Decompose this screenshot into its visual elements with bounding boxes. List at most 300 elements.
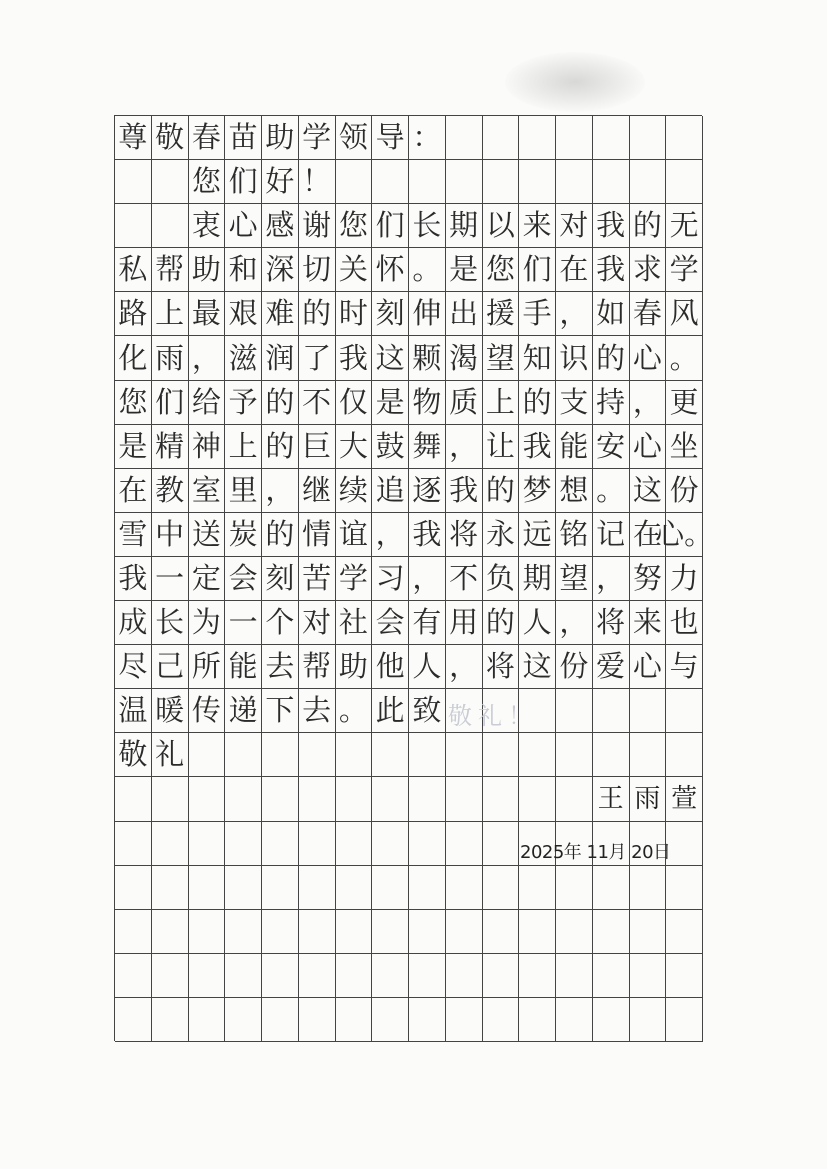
grid-cell [372, 954, 409, 998]
grid-cell: 雨 [630, 777, 667, 821]
grid-cell: 仅 [336, 381, 373, 425]
grid-cell: 能 [556, 425, 593, 469]
grid-cell: 助 [189, 248, 226, 292]
grid-cell: 难 [262, 292, 299, 336]
grid-cell [225, 733, 262, 777]
grid-cell: 的 [483, 601, 520, 645]
grid-cell: 上 [152, 292, 189, 336]
grid-cell [299, 910, 336, 954]
grid-cell: 手 [519, 292, 556, 336]
grid-cell: 递 [225, 689, 262, 733]
grid-cell: 王 [593, 777, 630, 821]
grid-cell: 精 [152, 425, 189, 469]
grid-cell: 将 [593, 601, 630, 645]
writing-grid [114, 115, 714, 1041]
grid-cell: 无 [666, 204, 703, 248]
grid-cell: 帮 [152, 248, 189, 292]
grid-cell: 予 [225, 381, 262, 425]
grid-cell: 谊 [336, 513, 373, 557]
grid-cell [262, 777, 299, 821]
grid-cell [115, 204, 152, 248]
grid-cell [593, 116, 630, 160]
scan-smudge [505, 52, 645, 112]
grid-cell: 化 [115, 336, 152, 380]
grid-cell: 我 [115, 557, 152, 601]
grid-cell [666, 733, 703, 777]
grid-cell [666, 910, 703, 954]
grid-cell: 份 [666, 469, 703, 513]
grid-cell: 物 [409, 381, 446, 425]
grid-cell: 舞 [409, 425, 446, 469]
grid-cell: 质 [446, 381, 483, 425]
grid-cell: 有 [409, 601, 446, 645]
grid-cell [152, 160, 189, 204]
grid-cell: 。 [666, 336, 703, 380]
grid-cell: 与 [666, 645, 703, 689]
grid-cell: 对 [299, 601, 336, 645]
grid-cell [556, 160, 593, 204]
grid-cell: 的 [262, 381, 299, 425]
grid-cell: 所 [189, 645, 226, 689]
grid-cell: 路 [115, 292, 152, 336]
grid-cell [556, 777, 593, 821]
grid-cell [189, 998, 226, 1042]
grid-cell [189, 866, 226, 910]
grid-cell [593, 910, 630, 954]
grid-cell [446, 910, 483, 954]
grid-cell [666, 822, 703, 866]
grid-cell: ， [556, 601, 593, 645]
grid-cell: 我 [409, 513, 446, 557]
grid-cell [152, 204, 189, 248]
grid-cell: 望 [556, 557, 593, 601]
grid-cell [556, 866, 593, 910]
grid-cell: 是 [115, 425, 152, 469]
grid-cell [409, 998, 446, 1042]
grid-cell: 敬 [115, 733, 152, 777]
grid-cell [115, 822, 152, 866]
grid-cell [666, 866, 703, 910]
grid-cell: 在 [115, 469, 152, 513]
grid-cell: 导 [372, 116, 409, 160]
grid-cell: 大 [336, 425, 373, 469]
grid-cell: 这 [372, 336, 409, 380]
grid-cell [262, 954, 299, 998]
grid-cell: 望 [483, 336, 520, 380]
grid-cell [152, 822, 189, 866]
grid-cell: 以 [483, 204, 520, 248]
grid-cell: 是 [372, 381, 409, 425]
grid-cell [593, 689, 630, 733]
grid-cell: 感 [262, 204, 299, 248]
grid-cell [409, 822, 446, 866]
grid-cell [152, 777, 189, 821]
grid-cell [262, 733, 299, 777]
grid-cell [556, 733, 593, 777]
grid-cell: 出 [446, 292, 483, 336]
grid-cell [372, 866, 409, 910]
grid-cell: 萱 [666, 777, 703, 821]
grid-cell [519, 866, 556, 910]
grid-cell: 致 [409, 689, 446, 733]
grid-cell [115, 160, 152, 204]
grid-cell [483, 910, 520, 954]
grid-cell [372, 910, 409, 954]
grid-cell: 伸 [409, 292, 446, 336]
grid-cell: 永 [483, 513, 520, 557]
grid-cell [372, 777, 409, 821]
grid-cell: 不 [299, 381, 336, 425]
grid-cell: 的 [630, 204, 667, 248]
grid-cell: 安 [593, 425, 630, 469]
grid-cell: 一 [152, 557, 189, 601]
grid-cell [409, 777, 446, 821]
grid-cell: 苦 [299, 557, 336, 601]
grid-cell [189, 733, 226, 777]
grid-cell: 会 [372, 601, 409, 645]
grid-cell: ！ [299, 160, 336, 204]
grid-cell: 去 [262, 645, 299, 689]
grid-cell: 。 [593, 469, 630, 513]
grid-cell: ， [189, 336, 226, 380]
grid-cell [225, 910, 262, 954]
grid-cell: 关 [336, 248, 373, 292]
grid-cell [189, 910, 226, 954]
grid-cell: 们 [152, 381, 189, 425]
grid-cell [446, 116, 483, 160]
grid-cell: 心 [630, 645, 667, 689]
grid-cell [336, 910, 373, 954]
grid-cell: 们 [225, 160, 262, 204]
grid-cell: ， [446, 645, 483, 689]
grid-cell [666, 998, 703, 1042]
grid-cell: ： [409, 116, 446, 160]
grid-cell: 更 [666, 381, 703, 425]
grid-cell [666, 160, 703, 204]
grid-cell: 室 [189, 469, 226, 513]
grid-cell: 追 [372, 469, 409, 513]
grid-cell: 心 [630, 336, 667, 380]
grid-cell: 领 [336, 116, 373, 160]
grid-cell: 为 [189, 601, 226, 645]
grid-cell: 好 [262, 160, 299, 204]
grid-cell [630, 998, 667, 1042]
grid-cell: 传 [189, 689, 226, 733]
grid-cell: 识 [556, 336, 593, 380]
grid-cell [556, 910, 593, 954]
grid-cell: 习 [372, 557, 409, 601]
grid-cell: 的 [299, 292, 336, 336]
grid-cell: ， [372, 513, 409, 557]
grid-cell [262, 866, 299, 910]
grid-cell: 想 [556, 469, 593, 513]
grid-cell: 送 [189, 513, 226, 557]
grid-cell: 心 [225, 204, 262, 248]
grid-cell [409, 954, 446, 998]
grid-cell: 温 [115, 689, 152, 733]
grid-cell [556, 998, 593, 1042]
grid-cell: 的 [519, 381, 556, 425]
grid-cell: 和 [225, 248, 262, 292]
grid-cell [336, 954, 373, 998]
grid-cell [336, 866, 373, 910]
grid-cell: 逐 [409, 469, 446, 513]
grid-cell [152, 954, 189, 998]
grid-cell: 我 [593, 204, 630, 248]
grid-cell: 中 [152, 513, 189, 557]
grid-cell: 下 [262, 689, 299, 733]
grid-cell [519, 160, 556, 204]
grid-cell: 求 [630, 248, 667, 292]
grid-cell [409, 866, 446, 910]
grid-cell: ， [262, 469, 299, 513]
grid-cell: 您 [189, 160, 226, 204]
grid-cell [189, 954, 226, 998]
grid-cell: 助 [336, 645, 373, 689]
grid-cell [336, 777, 373, 821]
grid-cell [446, 733, 483, 777]
grid-cell [630, 689, 667, 733]
grid-cell: 会 [225, 557, 262, 601]
grid-cell [225, 822, 262, 866]
grid-cell: 负 [483, 557, 520, 601]
grid-cell [446, 954, 483, 998]
letter-date: 2025年 11月 20日 [520, 842, 671, 863]
grid-cell [115, 866, 152, 910]
grid-cell [299, 733, 336, 777]
grid-cell: 助 [262, 116, 299, 160]
grid-cell: 在 [556, 248, 593, 292]
grid-cell [593, 160, 630, 204]
grid-cell [299, 954, 336, 998]
grid-cell: 此 [372, 689, 409, 733]
grid-cell [556, 116, 593, 160]
grid-cell: 力 [666, 557, 703, 601]
grid-cell: 们 [372, 204, 409, 248]
grid-cell [225, 998, 262, 1042]
grid-cell: 谢 [299, 204, 336, 248]
grid-cell: 艰 [225, 292, 262, 336]
grid-cell: ， [593, 557, 630, 601]
grid-cell [299, 822, 336, 866]
grid-cell: ， [556, 292, 593, 336]
grid-cell: 成 [115, 601, 152, 645]
grid-cell [519, 116, 556, 160]
grid-cell [446, 998, 483, 1042]
grid-cell [630, 733, 667, 777]
grid-cell: 暖 [152, 689, 189, 733]
grid-cell: 渴 [446, 336, 483, 380]
grid-cell [299, 777, 336, 821]
grid-cell [152, 910, 189, 954]
grid-cell [409, 910, 446, 954]
grid-cell: 深 [262, 248, 299, 292]
grid-cell: 学 [299, 116, 336, 160]
grid-cell: 刻 [262, 557, 299, 601]
grid-cell [336, 160, 373, 204]
grid-cell [299, 998, 336, 1042]
grid-cell: 能 [225, 645, 262, 689]
grid-cell [666, 116, 703, 160]
grid-cell: 支 [556, 381, 593, 425]
grid-cell [446, 866, 483, 910]
grid-cell: 您 [115, 381, 152, 425]
grid-cell: 衷 [189, 204, 226, 248]
grid-cell: 在 [630, 513, 667, 557]
grid-cell: 将 [483, 645, 520, 689]
grid-cell: 也 [666, 601, 703, 645]
grid-cell [519, 733, 556, 777]
grid-cell [372, 733, 409, 777]
grid-cell [666, 954, 703, 998]
grid-cell [483, 866, 520, 910]
grid-cell [225, 866, 262, 910]
grid-cell: 远 [519, 513, 556, 557]
grid-cell: 鼓 [372, 425, 409, 469]
grid-cell: 学 [666, 248, 703, 292]
grid-cell: 私 [115, 248, 152, 292]
grid-cell: 风 [666, 292, 703, 336]
grid-cell: 让 [483, 425, 520, 469]
grid-cell: 心 [630, 425, 667, 469]
grid-cell [483, 160, 520, 204]
grid-cell: 您 [336, 204, 373, 248]
grid-cell: 这 [519, 645, 556, 689]
grid-cell: 。 [336, 689, 373, 733]
grid-cell: 切 [299, 248, 336, 292]
grid-cell: 是 [446, 248, 483, 292]
grid-cell: 您 [483, 248, 520, 292]
grid-cell: 。 [409, 248, 446, 292]
grid-cell: 将 [446, 513, 483, 557]
grid-cell: 教 [152, 469, 189, 513]
grid-cell: 他 [372, 645, 409, 689]
grid-cell [630, 954, 667, 998]
grid-cell [593, 866, 630, 910]
grid-cell: 时 [336, 292, 373, 336]
grid-cell: 给 [189, 381, 226, 425]
grid-cell: 续 [336, 469, 373, 513]
grid-cell [483, 822, 520, 866]
grid-cell: 坐 [666, 425, 703, 469]
grid-cell [593, 998, 630, 1042]
grid-cell [152, 866, 189, 910]
grid-cell: 春 [189, 116, 226, 160]
grid-cell [115, 910, 152, 954]
grid-cell: 人 [409, 645, 446, 689]
grid-cell: 敬 [152, 116, 189, 160]
grid-cell [519, 998, 556, 1042]
grid-cell: 期 [446, 204, 483, 248]
grid-cell [666, 689, 703, 733]
grid-cell: 我 [593, 248, 630, 292]
grid-cell: 社 [336, 601, 373, 645]
grid-cell: ， [630, 381, 667, 425]
grid-cell: 帮 [299, 645, 336, 689]
grid-cell: 长 [409, 204, 446, 248]
grid-cell: 知 [519, 336, 556, 380]
grid-cell: 去 [299, 689, 336, 733]
grid-cell [115, 998, 152, 1042]
grid-cell: 颗 [409, 336, 446, 380]
grid-cell [336, 998, 373, 1042]
grid-cell [593, 733, 630, 777]
grid-cell [372, 160, 409, 204]
grid-cell [519, 954, 556, 998]
grid-cell: 了 [299, 336, 336, 380]
grid-cell: 对 [556, 204, 593, 248]
grid-cell: 我 [336, 336, 373, 380]
grid-cell: 们 [519, 248, 556, 292]
grid-cell: 滋 [225, 336, 262, 380]
grid-cell [372, 998, 409, 1042]
grid-cell: 份 [556, 645, 593, 689]
grid-cell: ， [409, 557, 446, 601]
grid-cell [115, 777, 152, 821]
grid-cell [483, 777, 520, 821]
grid-cell: 神 [189, 425, 226, 469]
grid-cell: 人 [519, 601, 556, 645]
grid-cell: 春 [630, 292, 667, 336]
grid-cell [262, 822, 299, 866]
grid-cell: 记 [593, 513, 630, 557]
grid-cell [336, 733, 373, 777]
grid-cell: 继 [299, 469, 336, 513]
grid-cell: 定 [189, 557, 226, 601]
grid-cell: 来 [519, 204, 556, 248]
grid-cell [483, 116, 520, 160]
grid-cell: 我 [519, 425, 556, 469]
grid-cell: 这 [630, 469, 667, 513]
grid-cell [372, 822, 409, 866]
grid-cell: 个 [262, 601, 299, 645]
grid-cell: 心。 [666, 513, 703, 557]
grid-cell [593, 954, 630, 998]
grid-cell: 上 [483, 381, 520, 425]
grid-cell [262, 910, 299, 954]
grid-cell [409, 160, 446, 204]
grid-cell: 上 [225, 425, 262, 469]
grid-cell: 长 [152, 601, 189, 645]
grid-cell: 刻 [372, 292, 409, 336]
faint-erased-text: 敬礼！ [448, 702, 538, 730]
grid-cell [630, 910, 667, 954]
grid-cell [115, 954, 152, 998]
grid-cell: 苗 [225, 116, 262, 160]
grid-cell [483, 998, 520, 1042]
grid-cell: 持 [593, 381, 630, 425]
grid-cell [630, 160, 667, 204]
grid-cell: 梦 [519, 469, 556, 513]
grid-cell: 尽 [115, 645, 152, 689]
grid-cell: 期 [519, 557, 556, 601]
grid-cell: 润 [262, 336, 299, 380]
grid-cell [483, 733, 520, 777]
grid-cell: 己 [152, 645, 189, 689]
grid-cell: 最 [189, 292, 226, 336]
grid-cell: 如 [593, 292, 630, 336]
grid-cell [225, 954, 262, 998]
grid-cell: 巨 [299, 425, 336, 469]
grid-cell: 努 [630, 557, 667, 601]
grid-cell: 我 [446, 469, 483, 513]
grid-cell [446, 777, 483, 821]
grid-cell [152, 998, 189, 1042]
grid-cell [446, 822, 483, 866]
grid-cell: ， [446, 425, 483, 469]
grid-cell: 铭 [556, 513, 593, 557]
grid-cell: 一 [225, 601, 262, 645]
